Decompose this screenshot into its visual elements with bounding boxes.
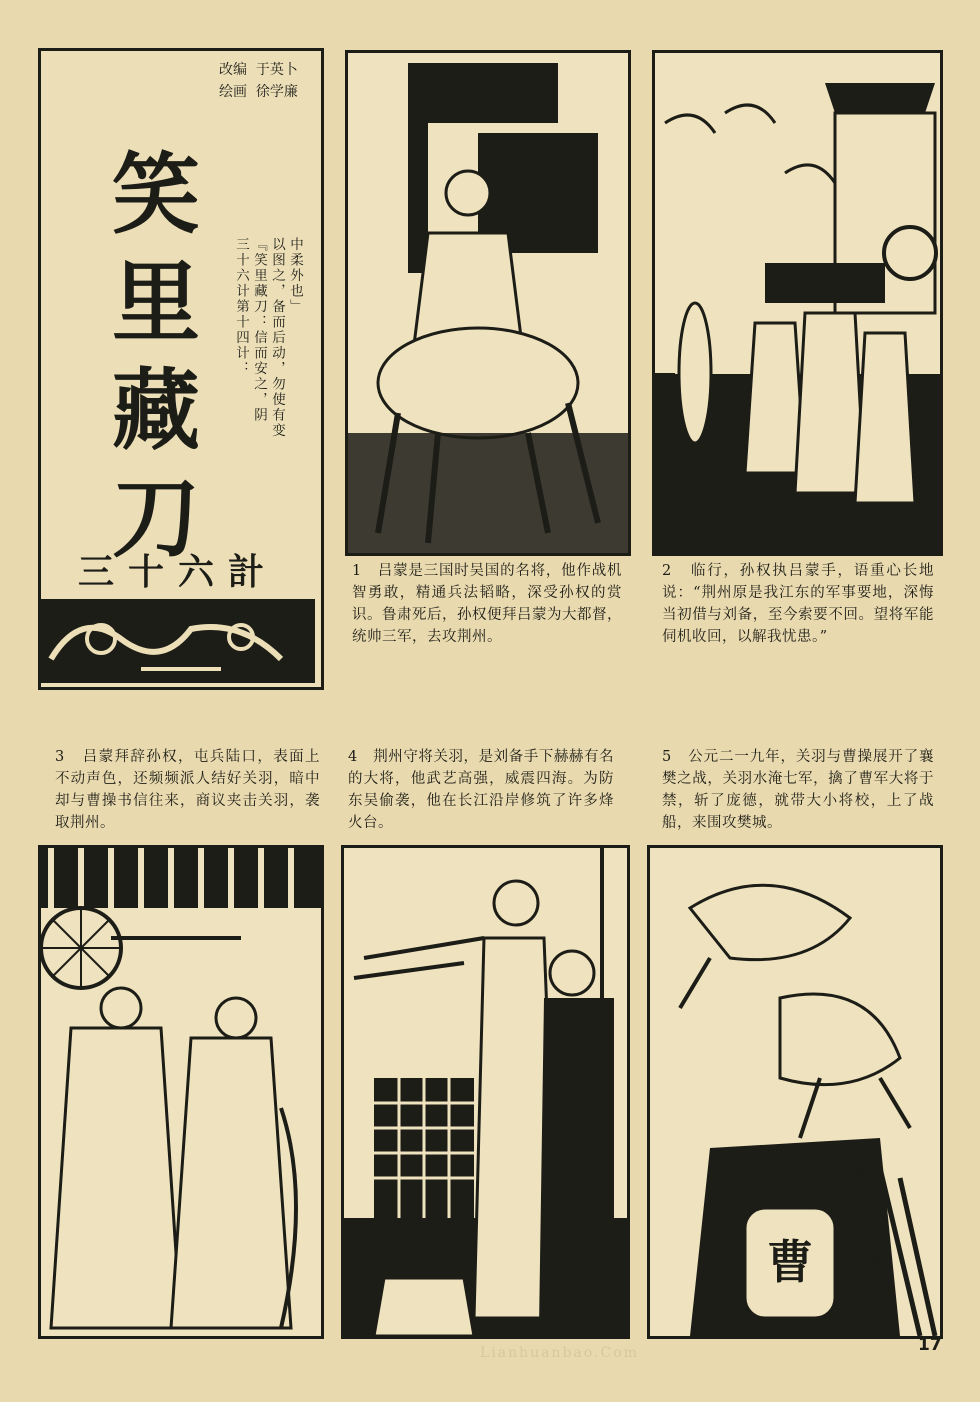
title-char: 笑	[111, 143, 200, 246]
draw-label: 绘画	[219, 84, 247, 100]
panel-1-illustration	[345, 50, 631, 556]
caption-text: 公元二一九年，关羽与曹操展开了襄樊之战，关羽水淹七军，擒了曹军大将于禁，斩了庞德，就带大小将校，上了战船，来围攻樊城。	[662, 749, 934, 831]
panel-5-art	[650, 848, 940, 1336]
caption-text: 荆州守将关羽，是刘备手下赫赫有名的大将，他武艺高强，威震四海。为防东吴偷袭，他在长江沿岸修筑了许多烽火台。	[348, 749, 614, 831]
credits	[219, 59, 298, 103]
panel-4-illustration	[341, 845, 630, 1339]
caption-2	[662, 560, 934, 648]
caption-number: 1	[352, 563, 362, 579]
story-title	[101, 141, 211, 573]
adapt-label: 改编	[219, 62, 247, 78]
panel-5-illustration	[647, 845, 943, 1339]
caption-number: 3	[55, 749, 65, 765]
quote-line: 中柔外也」	[287, 237, 303, 315]
flag-character: 曹	[767, 1235, 813, 1289]
title-box	[38, 48, 324, 690]
caption-text: 吕蒙拜辞孙权，屯兵陆口，表面上不动声色，还频频派人结好关羽，暗中却与曹操书信往来，商议夹击关羽，袭取荆州。	[55, 749, 321, 831]
title-ornament	[41, 599, 315, 683]
title-char: 里	[111, 251, 200, 354]
title-char: 刀	[111, 467, 200, 570]
caption-number: 4	[348, 749, 358, 765]
series-title: 三十六計	[77, 552, 278, 593]
caption-number: 5	[662, 749, 672, 765]
page-number: 17	[918, 1335, 942, 1355]
panel-2-illustration	[652, 50, 943, 556]
caption-text: 吕蒙是三国时吴国的名将，他作战机智勇敢，精通兵法韬略，深受孙权的赏识。鲁肃死后，孙权便拜吕蒙为大都督，统帅三军，去攻荆州。	[352, 563, 623, 645]
panel-3-art	[41, 848, 321, 1336]
caption-3	[55, 746, 320, 834]
title-char: 藏	[111, 359, 200, 462]
quote-line: 『笑里藏刀：信而安之，阴	[251, 237, 267, 423]
quote-line: 以图之，备而后动，勿使有变	[269, 237, 285, 439]
panel-1-art	[348, 53, 628, 553]
panel-4-art	[344, 848, 627, 1336]
adapt-name: 于英卜	[255, 62, 298, 78]
caption-text: 临行，孙权执吕蒙手，语重心长地说：“荆州原是我江东的军事要地，深悔当初借与刘备，至今索要不回。望将军能伺机收回，以解我忧患。”	[662, 563, 935, 645]
quote-line: 三十六计第十四计：	[233, 237, 249, 377]
watermark: Lianhuanbao.Com	[480, 1345, 639, 1361]
caption-number: 2	[662, 563, 672, 579]
caption-5	[662, 746, 934, 834]
panel-3-illustration	[38, 845, 324, 1339]
panel-2-art	[655, 53, 940, 553]
caption-1	[352, 560, 622, 648]
draw-name: 徐学廉	[255, 84, 298, 100]
caption-4	[348, 746, 614, 834]
